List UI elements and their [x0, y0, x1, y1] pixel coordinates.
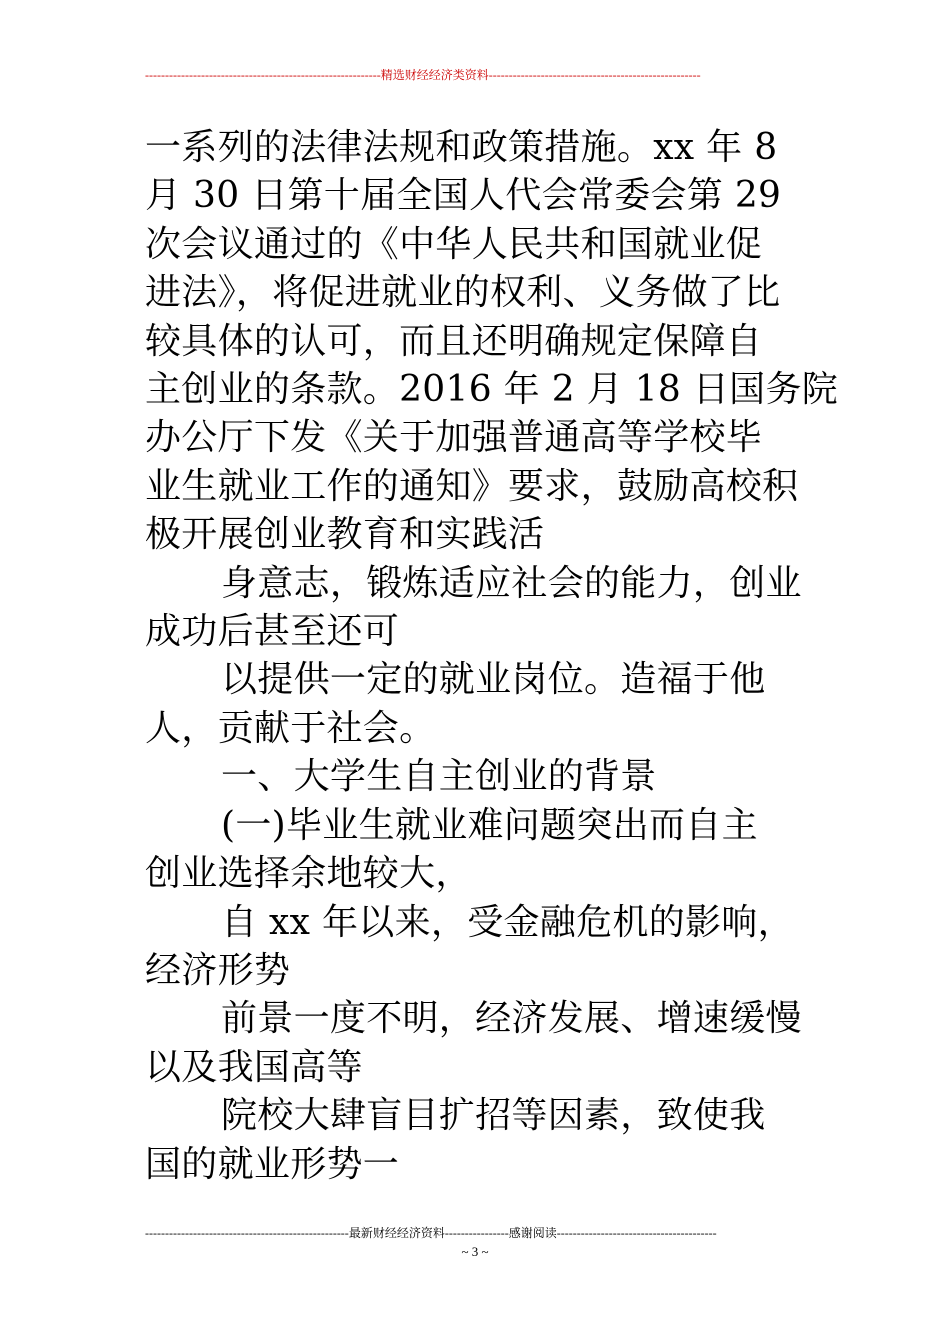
text-line: 院校大肆盲目扩招等因素，致使我	[221, 1095, 766, 1137]
text-line: 业生就业工作的通知》要求，鼓励高校积	[145, 465, 799, 507]
text-line: 进法》，将促进就业的权利、义务做了比	[145, 272, 781, 314]
text-line: 成功后甚至还可	[145, 611, 400, 653]
header-label: 精选财经经济类资料	[380, 68, 489, 82]
text-line: 经济形势	[145, 949, 291, 991]
text-line: 前景一度不明，经济发展、增速缓慢	[221, 998, 802, 1040]
text-line: 办公厅下发《关于加强普通高等学校毕	[145, 417, 763, 459]
text-line: 人，贡献于社会。	[145, 707, 436, 749]
header-left-dashes: -----------------------------------------------------------	[145, 68, 381, 82]
text-line: 国的就业形势一	[145, 1143, 400, 1185]
footer-right-dashes: ----------------------------------------	[556, 1226, 717, 1240]
footer-left-dashes: ---------------------------------------------------	[145, 1226, 349, 1240]
text-line: 次会议通过的《中华人民共和国就业促	[145, 223, 763, 265]
text-line: 较具体的认可，而且还明确规定保障自	[145, 320, 763, 362]
text-line: 身意志，锻炼适应社会的能力，创业	[221, 562, 802, 604]
text-line: 极开展创业教育和实践活	[145, 514, 545, 556]
text-line: 以提供一定的就业岗位。造福于他	[221, 659, 766, 701]
text-line: 自 xx 年以来，受金融危机的影响，	[221, 901, 794, 943]
document-body	[145, 124, 839, 1189]
page-footer	[145, 1224, 785, 1241]
footer-label-1: 最新财经经济资料	[348, 1226, 445, 1240]
page-number: ~ 3 ~	[461, 1244, 489, 1259]
text-line: 月 30 日第十届全国人代会常委会第 29	[145, 175, 782, 217]
header-right-dashes: -----------------------------------------------------	[488, 68, 701, 82]
text-line: 以及我国高等	[145, 1046, 363, 1088]
text-line: 主创业的条款。2016 年 2 月 18 日国务院	[145, 369, 839, 411]
text-line: 一系列的法律法规和政策措施。xx 年 8	[145, 127, 778, 168]
page-header	[145, 66, 757, 83]
footer-middle-dashes: ----------------	[444, 1226, 509, 1240]
footer-label-2: 感谢阅读	[508, 1226, 557, 1240]
section-heading: 一、大学生自主创业的背景	[221, 756, 657, 798]
text-line: 创业选择余地较大，	[145, 853, 472, 895]
subsection-heading: (一)毕业生就业难问题突出而自主	[221, 804, 758, 846]
